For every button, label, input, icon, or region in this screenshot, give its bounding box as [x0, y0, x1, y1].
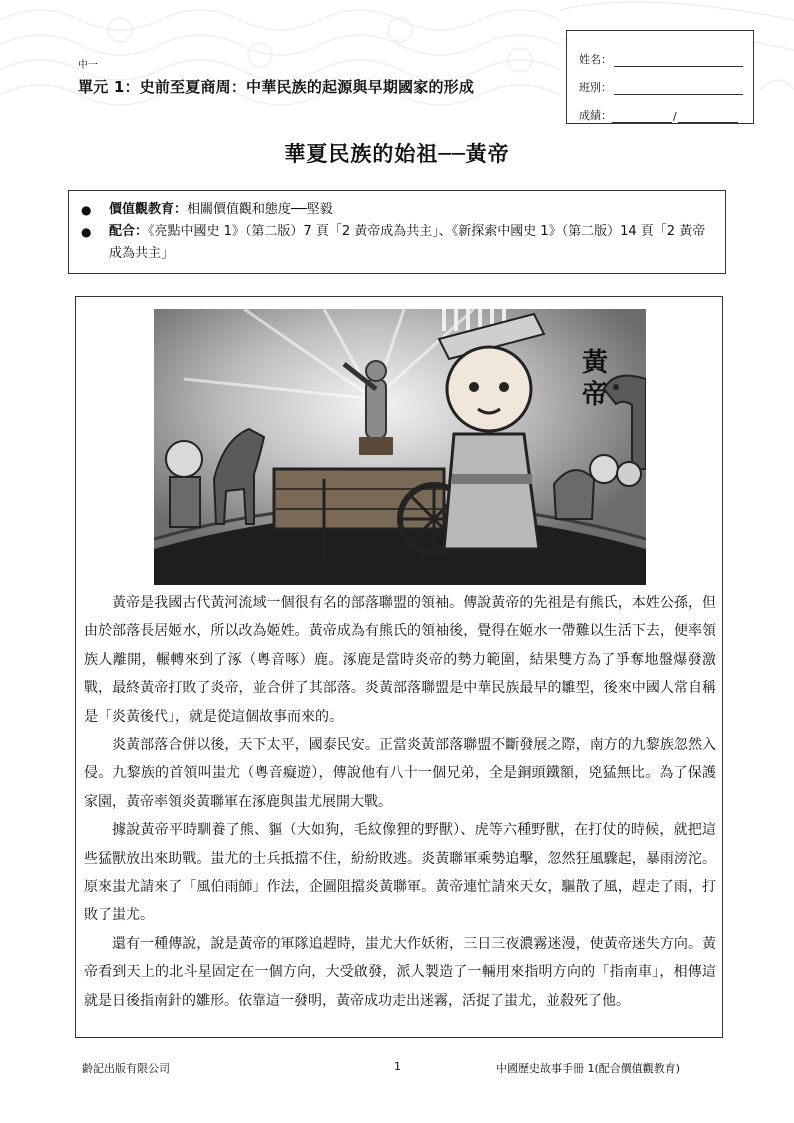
values-bullet — [81, 199, 713, 221]
name-row — [579, 39, 743, 67]
caption-char-1: 黃 — [582, 348, 609, 378]
story-paragraph-4: 還有一種傳說，說是黃帝的軍隊追趕時，蚩尤大作妖術，三日三夜濃霧迷漫，使黃帝迷失方向。黃帝看到天上的北斗星固定在一個方向，大受啟發，派人製造了一輛用來指明方向的「指南車」，相傳這就是日後指南針的雛形。依靠這一發明，黃帝成功走出迷霧，活捉了蚩尤，並殺死了他。 — [84, 935, 716, 1009]
values-box — [68, 190, 726, 274]
score-separator: / — [673, 110, 677, 123]
footer-page-number: 1 — [394, 1060, 401, 1073]
score-field[interactable] — [612, 110, 672, 123]
grade-label: 中一 — [78, 60, 98, 71]
name-label: 姓名： — [579, 53, 612, 66]
name-field[interactable] — [614, 54, 743, 67]
values-text: 相關價值觀和態度──堅毅 — [187, 202, 333, 217]
reference-label: 配合： — [109, 224, 149, 239]
class-row — [579, 67, 743, 95]
caption-char-2: 帝 — [582, 380, 609, 410]
story-paragraph-3: 據說黃帝平時馴養了熊、貙（大如狗，毛紋像狸的野獸）、虎等六種野獸，在打仗的時候，就把這些猛獸放出來助戰。蚩尤的士兵抵擋不住，紛紛敗逃。炎黃聯軍乘勢追擊，忽然狂風驟起，暴雨滂沱。原來蚩尤請來了「風伯雨師」作法，企圖阻擋炎黃聯軍。黃帝連忙請來天女，驅散了風，趕走了雨，打敗了蚩尤。 — [84, 822, 716, 924]
story-box — [75, 296, 723, 1038]
soldier-left-icon — [166, 441, 202, 527]
score-label: 成績： — [579, 109, 612, 122]
unit-title: 單元 1：史前至夏商周：中華民族的起源與早期國家的形成 — [78, 78, 475, 96]
yellow-emperor-illustration — [154, 309, 646, 585]
story-title: 華夏民族的始祖──黃帝 — [284, 142, 510, 166]
footer-book-title: 中國歷史故事手冊 1(配合價值觀教育) — [496, 1062, 681, 1075]
story-paragraph-2: 炎黃部落合併以後，天下太平，國泰民安。正當炎黃部落聯盟不斷發展之際，南方的九黎族忽然入侵。九黎族的首領叫蚩尤（粵音癡遊），傳說他有八十一個兄弟，全是銅頭鐵額，兇猛無比。為了保護家園，黃帝率領炎黃聯軍在涿鹿與蚩尤展開大戰。 — [84, 737, 716, 810]
story-text — [84, 589, 716, 1015]
reference-bullet — [81, 221, 713, 265]
score-total-field[interactable] — [678, 110, 738, 123]
values-label: 價值觀教育： — [109, 202, 188, 217]
class-label: 班別： — [579, 81, 612, 94]
bullet-icon: ● — [81, 203, 92, 217]
reference-text: 《亮點中國史 1》（第二版）7 頁「2 黃帝成為共主」、《新探索中國史 1》（第二版）14 頁「2 黃帝成為共主」 — [109, 224, 706, 261]
score-row — [579, 95, 743, 123]
footer-publisher: 齡記出版有限公司 — [82, 1062, 170, 1075]
illustration — [154, 309, 646, 585]
bullet-icon: ● — [81, 225, 92, 239]
class-field[interactable] — [614, 82, 743, 95]
student-info-box — [566, 30, 754, 124]
story-paragraph-1: 黃帝是我國古代黃河流域一個很有名的部落聯盟的領袖。傳說黃帝的先祖是有熊氏，本姓公孫，但由於部落長居姬水，所以改為姬姓。黃帝成為有熊氏的領袖後，覺得在姬水一帶難以生活下去，便率領族人離開，輾轉來到了涿（粵音啄）鹿。涿鹿是當時炎帝的勢力範圍，結果雙方為了爭奪地盤爆發激戰，最終黃帝打敗了炎帝，並合併了其部落。炎黃部落聯盟是中華民族最早的雛型，後來中國人常自稱是「炎黃後代」，就是從這個故事而來的。 — [84, 595, 716, 725]
